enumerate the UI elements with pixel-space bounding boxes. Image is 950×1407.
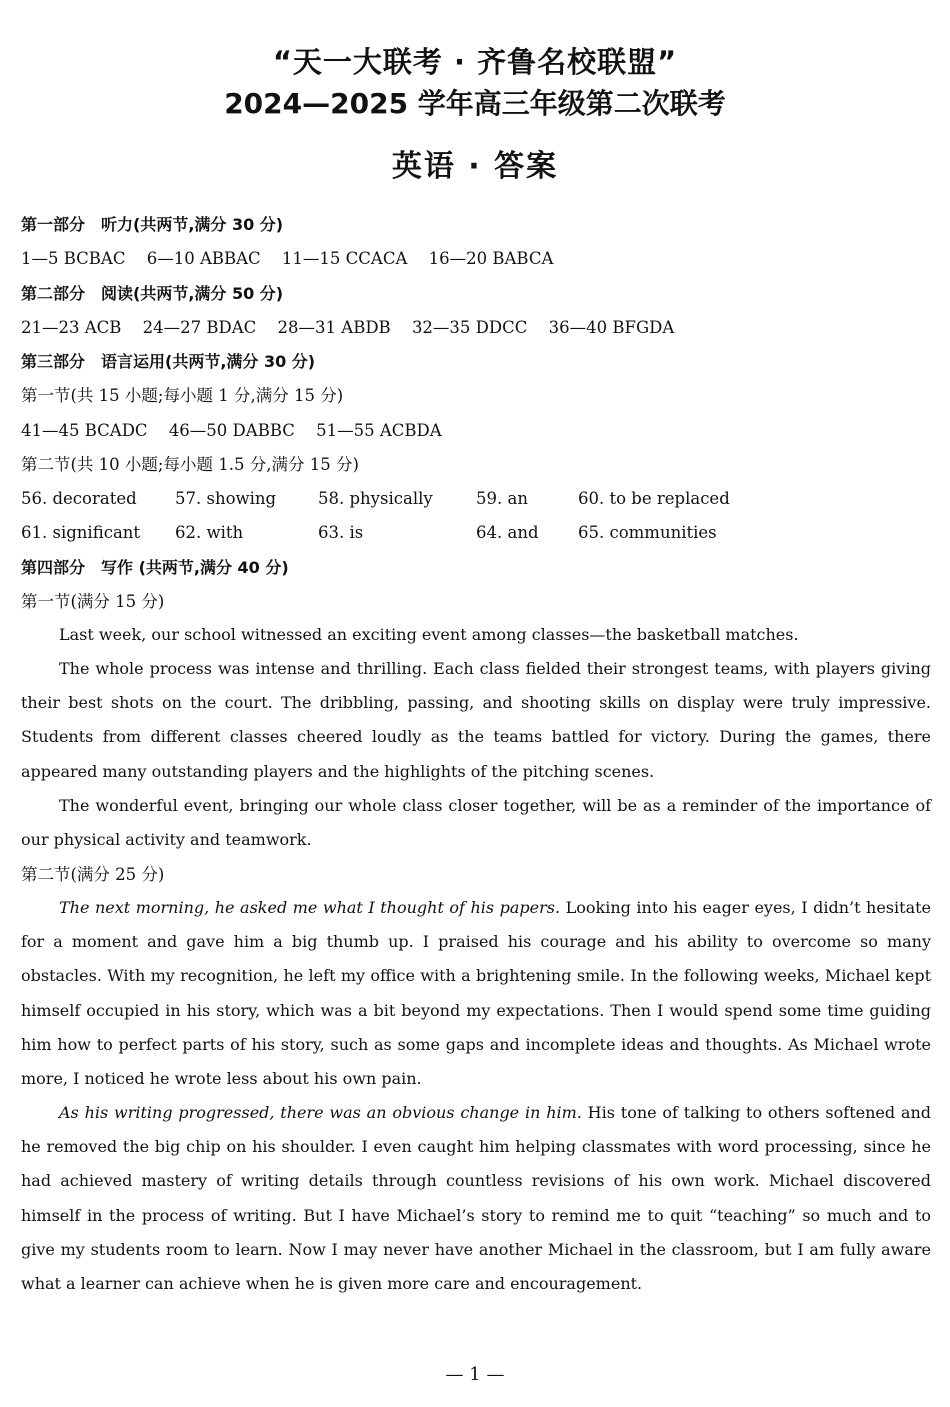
- exam-year-title: 2024—2025 学年高三年级第二次联考: [224, 87, 726, 120]
- fill-answer: 62. with: [175, 523, 244, 542]
- essay2-paragraph: [21, 1096, 931, 1301]
- given-opening-sentence: As his writing progressed, there was an obvious change in him.: [59, 1103, 582, 1122]
- fill-answer: 61. significant: [21, 523, 141, 542]
- fill-answer: 59. an: [476, 489, 528, 508]
- answer-group: 28—31 ABDB: [277, 318, 391, 337]
- answer-group: 6—10 ABBAC: [146, 249, 261, 268]
- answer-group: 16—20 BABCA: [428, 249, 554, 268]
- subject-title: 英语 · 答案: [391, 149, 559, 184]
- given-opening-sentence: The next morning, he asked me what I thought of his papers.: [59, 898, 561, 917]
- answer-group: 46—50 DABBC: [168, 421, 295, 440]
- exam-series-title: “天一大联考 · 齐鲁名校联盟”: [272, 45, 678, 79]
- part2-answers: [21, 317, 931, 339]
- part3-section1-label: 第一节(共 15 小题;每小题 1 分,满分 15 分): [21, 386, 344, 405]
- part3-heading: 第三部分 语言运用(共两节,满分 30 分): [21, 352, 316, 371]
- essay2-paragraph: [21, 891, 931, 1096]
- part4-section1-label: 第一节(满分 15 分): [21, 592, 165, 611]
- answer-group: 32—35 DDCC: [411, 318, 528, 337]
- page-number: — 1 —: [445, 1364, 505, 1385]
- fill-answer: 64. and: [476, 523, 539, 542]
- fill-answer: 56. decorated: [21, 489, 137, 508]
- essay2-text: His tone of talking to others softened and he removed the big chip on his shoulder. I even caught him helping classmates with word processing, since he had achieved mastery of writing details through countless revisions of his own work. Michael discovered himself in the process of writing. But I have Michael’s story to remind me to quit “teaching” so much and to give my students room to learn. Now I may never have another Michael in the classroom, but I am fully aware what a learner can achieve when he is given more care and encouragement.: [21, 1103, 932, 1294]
- answer-group: 41—45 BCADC: [21, 421, 148, 440]
- essay1-paragraph: The whole process was intense and thrilling. Each class fielded their strongest teams, with players giving their best shots on the court. The dribbling, passing, and shooting skills on display were truly impressive. Students from different classes cheered loudly as the teams battled for victory. During the games, there appeared many outstanding players and the highlights of the pitching scenes.: [21, 659, 931, 781]
- fill-answer: 57. showing: [175, 489, 277, 508]
- essay1-paragraph: Last week, our school witnessed an exciting event among classes—the basketball matches.: [59, 625, 799, 644]
- answer-group: 24—27 BDAC: [142, 318, 257, 337]
- essay2-text: Looking into his eager eyes, I didn’t hesitate for a moment and gave him a big thumb up. I praised his courage and his ability to overcome so many obstacles. With my recognition, he left my office with a brightening smile. In the following weeks, Michael kept himself occupied in his story, which was a bit beyond my expectations. Then I would spend some time guiding him how to perfect parts of his story, such as some gaps and incomplete ideas and thoughts. As Michael wrote more, I noticed he wrote less about his own pain.: [21, 898, 932, 1089]
- answer-group: 1—5 BCBAC: [21, 249, 126, 268]
- part1-answers: [21, 248, 931, 270]
- part4-section2-label: 第二节(满分 25 分): [21, 865, 165, 884]
- essay1-paragraph: The wonderful event, bringing our whole class closer together, will be as a reminder of the importance of our physical activity and teamwork.: [21, 796, 931, 850]
- answer-group: 36—40 BFGDA: [548, 318, 675, 337]
- answer-group: 11—15 CCACA: [281, 249, 408, 268]
- fill-answer: 63. is: [318, 523, 364, 542]
- fill-answer: 58. physically: [318, 489, 433, 508]
- fill-answer: 60. to be replaced: [578, 489, 730, 508]
- fill-answer: 65. communities: [578, 523, 717, 542]
- answer-group: 51—55 ACBDA: [316, 421, 442, 440]
- answer-group: 21—23 ACB: [21, 318, 122, 337]
- part3-section2-label: 第二节(共 10 小题;每小题 1.5 分,满分 15 分): [21, 455, 359, 474]
- part2-heading: 第二部分 阅读(共两节,满分 50 分): [21, 284, 284, 303]
- part4-heading: 第四部分 写作 (共两节,满分 40 分): [21, 558, 289, 577]
- part1-heading: 第一部分 听力(共两节,满分 30 分): [21, 215, 284, 234]
- part3-section1-answers: [21, 420, 931, 442]
